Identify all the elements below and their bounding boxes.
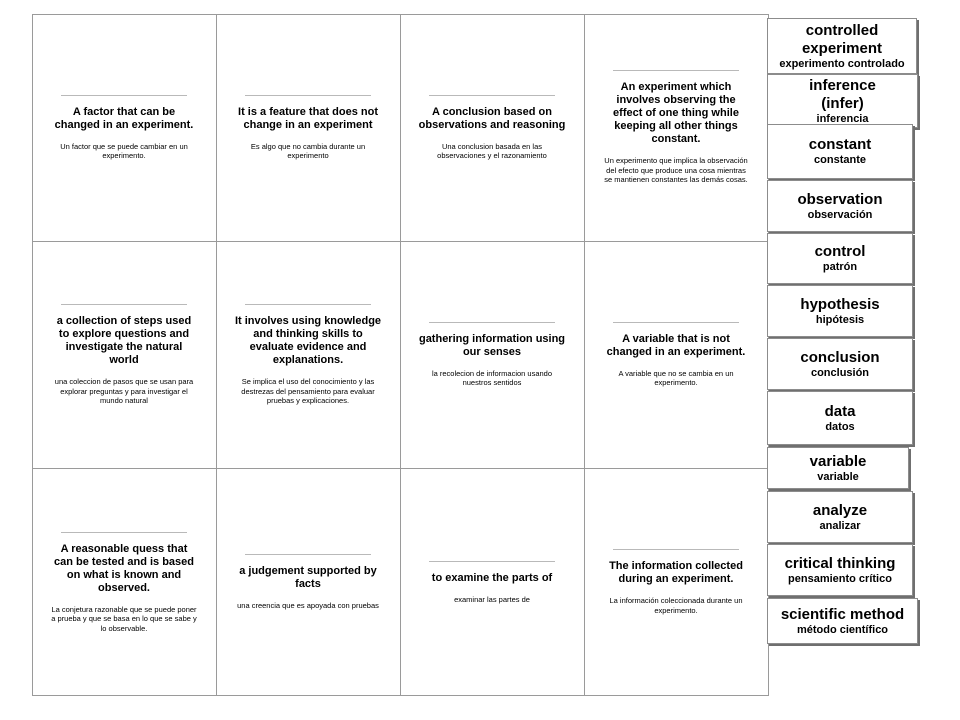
definition-english: An experiment which involves observing the effect of one thing while keeping all other things constant. [613, 81, 739, 146]
term-english: constant [808, 136, 872, 153]
definition-spanish: Es algo que no cambia durante un experimento [250, 141, 366, 161]
divider-line [613, 70, 739, 71]
definition-english: A variable that is not changed in an experiment. [606, 332, 746, 358]
divider-line [245, 554, 371, 555]
term-spanish: pensamiento crítico [788, 572, 892, 585]
term-card[interactable] [767, 18, 917, 74]
divider-line [245, 95, 371, 96]
term-card[interactable] [767, 598, 918, 644]
definition-card[interactable] [400, 241, 585, 469]
divider-line [61, 95, 187, 96]
definition-english: A conclusion based on observations and reasoning [418, 105, 566, 131]
definition-english: A reasonable quess that can be tested and is based on what is known and observed. [54, 542, 194, 594]
term-spanish: conclusión [810, 366, 870, 379]
divider-line [613, 322, 739, 323]
term-spanish: hipótesis [815, 313, 865, 326]
definition-english: A factor that can be changed in an experiment. [54, 105, 194, 131]
definition-card[interactable] [400, 14, 585, 242]
term-card[interactable] [767, 74, 918, 128]
divider-line [429, 95, 555, 96]
term-card[interactable] [767, 285, 913, 337]
definition-card[interactable] [32, 14, 217, 242]
definition-spanish: Se implica el uso del conocimiento y las destrezas del pensamiento para evaluar pruebas y explicaciones. [241, 377, 375, 406]
definition-spanish: una coleccion de pasos que se usan para explorar preguntas y para investigar el mundo natural [54, 377, 194, 406]
term-spanish: variable [817, 470, 859, 483]
definition-english: It involves using knowledge and thinking skills to evaluate evidence and explanations. [234, 315, 382, 367]
definition-card[interactable] [32, 241, 217, 469]
divider-line [61, 532, 187, 533]
definition-spanish: Una conclusion basada en las observaciones y el razonamiento [437, 141, 547, 161]
definition-english: a collection of steps used to explore questions and investigate the natural world [56, 315, 192, 367]
definition-card[interactable] [584, 241, 769, 469]
term-english: scientific method [780, 605, 905, 623]
term-spanish: analizar [819, 519, 861, 532]
divider-line [61, 304, 187, 305]
term-card[interactable] [767, 391, 913, 445]
definition-card[interactable] [584, 14, 769, 242]
term-english: inference (infer) [809, 76, 876, 112]
term-card[interactable] [767, 544, 913, 596]
term-spanish: inferencia [816, 112, 869, 125]
term-card[interactable] [767, 180, 913, 232]
definition-card[interactable] [584, 468, 769, 696]
definition-card[interactable] [32, 468, 217, 696]
term-english: data [824, 402, 856, 420]
term-english: variable [809, 452, 867, 470]
definition-english: It is a feature that does not change in an experiment [238, 105, 378, 131]
term-spanish: observación [807, 208, 873, 221]
term-spanish: datos [825, 420, 855, 433]
term-english: critical thinking [784, 554, 896, 572]
term-english: analyze [812, 501, 868, 519]
definition-card[interactable] [216, 468, 401, 696]
definition-spanish: Un factor que se puede cambiar en un experimento. [60, 141, 188, 161]
definition-spanish: La información coleccionada durante un experimento. [609, 596, 743, 615]
term-spanish: constante [814, 154, 866, 166]
term-english: control [814, 243, 866, 260]
term-english: observation [797, 190, 883, 208]
definition-card[interactable] [400, 468, 585, 696]
definition-english: The information collected during an experiment. [609, 560, 743, 586]
term-english: controlled experiment [801, 21, 883, 57]
term-spanish: experimento controlado [779, 57, 905, 70]
definition-spanish: Un experimento que implica la observación del efecto que produce una cosa mientras se mantienen constantes las demás cosas. [604, 156, 748, 185]
definition-spanish: una creencia que es apoyada con pruebas [237, 601, 379, 611]
term-card[interactable] [767, 124, 913, 179]
term-card[interactable] [767, 233, 913, 284]
definition-card[interactable] [216, 241, 401, 469]
definition-spanish: la recolecion de informacion usando nuestros sentidos [431, 368, 553, 388]
definition-spanish: A variable que no se cambia en un experimento. [618, 368, 734, 388]
term-spanish: método científico [796, 623, 889, 636]
term-english: conclusion [800, 348, 880, 366]
divider-line [429, 322, 555, 323]
term-card[interactable] [767, 447, 909, 489]
definition-english: to examine the parts of [431, 571, 553, 584]
term-spanish: patrón [822, 261, 858, 273]
definition-card[interactable] [216, 14, 401, 242]
definition-english: gathering information using our senses [418, 332, 566, 358]
definition-spanish: examinar las partes de [454, 594, 530, 604]
term-english: hypothesis [800, 295, 880, 313]
divider-line [429, 561, 555, 562]
definition-spanish: La conjetura razonable que se puede poner a prueba y que se basa en lo que se sabe y lo observable. [51, 604, 197, 633]
term-card[interactable] [767, 338, 913, 390]
definition-english: a judgement supported by facts [239, 565, 377, 591]
divider-line [613, 549, 739, 550]
definition-card-grid [32, 14, 768, 696]
term-card[interactable] [767, 491, 913, 543]
divider-line [245, 304, 371, 305]
